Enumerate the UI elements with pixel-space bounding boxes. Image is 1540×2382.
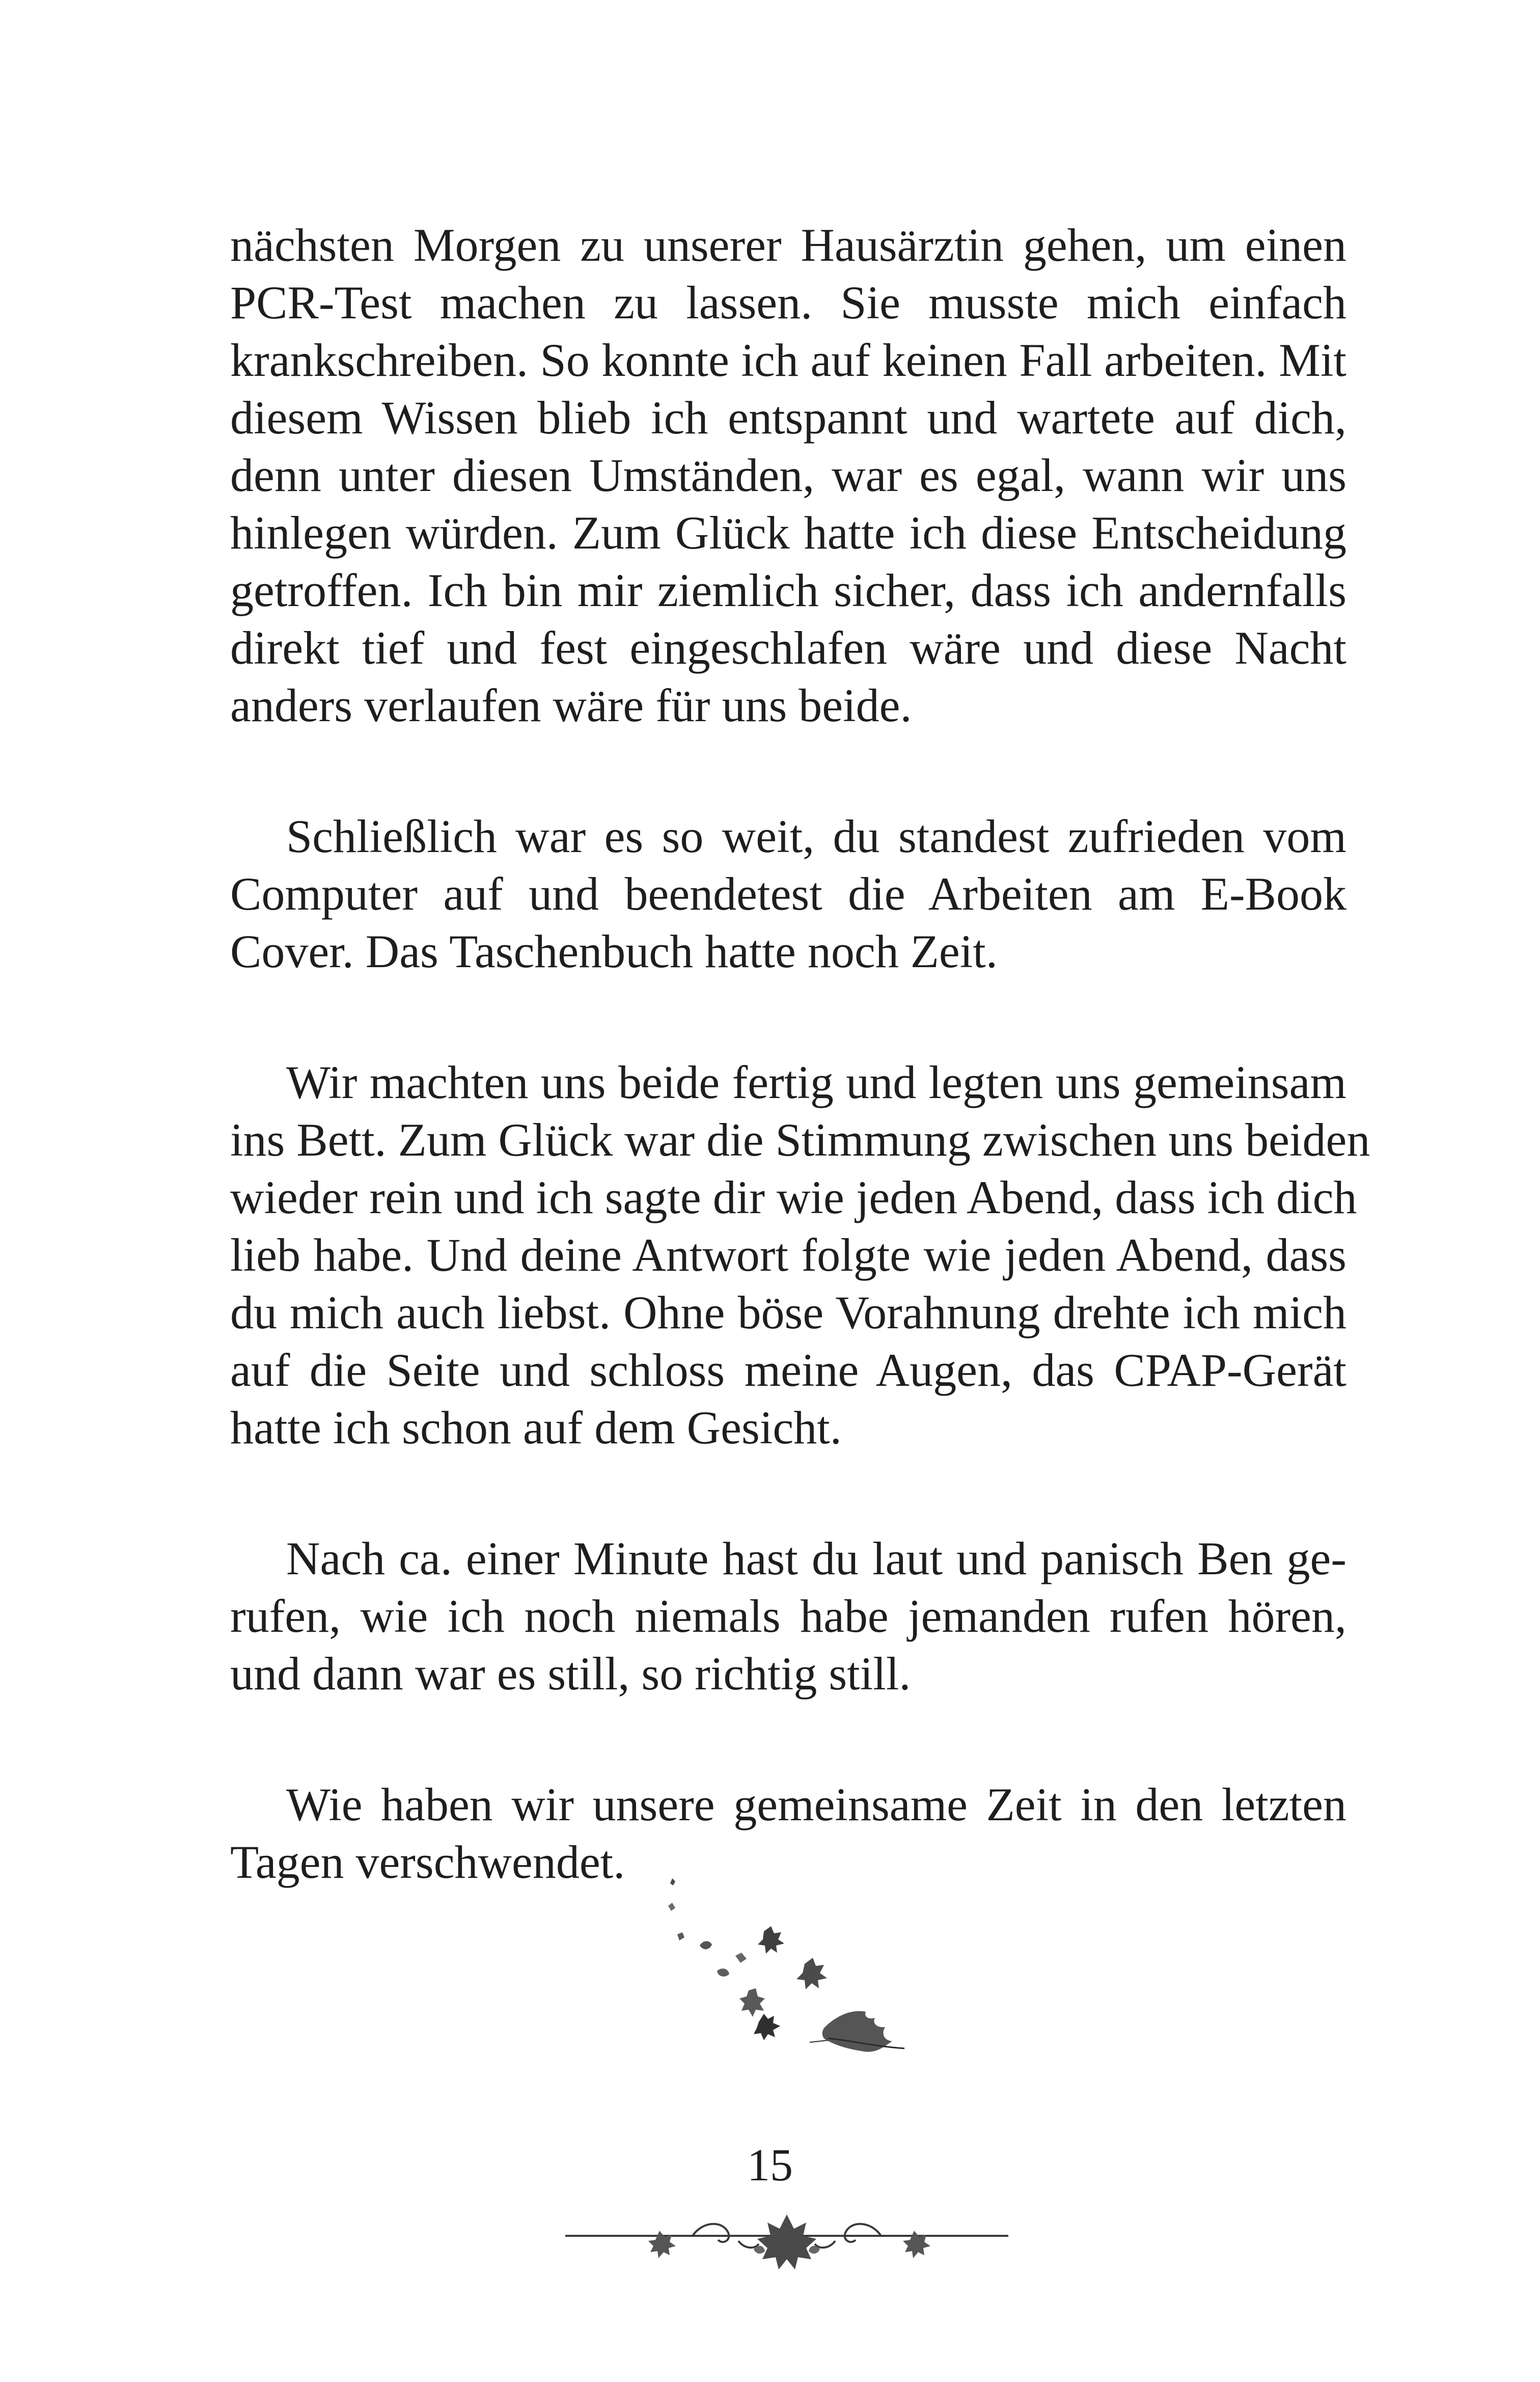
text-line: Nach ca. einer Minute hast du laut und panisch Ben ge- — [286, 1532, 1346, 1584]
paragraph — [230, 216, 1346, 734]
text-line: Wir machten uns beide fertig und legten uns gemeinsam — [286, 1056, 1346, 1108]
text-line: ins Bett. Zum Glück war die Stimmung zwischen uns beiden — [230, 1114, 1370, 1166]
text-line: du mich auch liebst. Ohne böse Vorahnung drehte ich mich — [230, 1286, 1346, 1338]
text-line: PCR-Test machen zu lassen. Sie musste mich einfach — [230, 277, 1346, 328]
leaf-flourish-divider-icon — [565, 2205, 1008, 2282]
text-line: hatte ich schon auf dem Gesicht. — [230, 1402, 842, 1454]
paragraph — [230, 1530, 1346, 1703]
text-line: lieb habe. Und deine Antwort folgte wie jeden Abend, dass — [230, 1229, 1346, 1281]
text-line: Wie haben wir unsere gemeinsame Zeit in den letzten — [286, 1778, 1346, 1830]
text-line: auf die Seite und schloss meine Augen, das CPAP-Gerät — [230, 1344, 1346, 1396]
text-line: Schließlich war es so weit, du standest zufrieden vom — [286, 810, 1346, 862]
text-line: rufen, wie ich noch niemals habe jemanden rufen hören, — [230, 1590, 1346, 1642]
body-text — [230, 216, 1370, 1964]
text-line: Cover. Das Taschenbuch hatte noch Zeit. — [230, 925, 998, 977]
text-line: und dann war es still, so richtig still. — [230, 1648, 911, 1700]
text-line: Tagen verschwendet. — [230, 1836, 625, 1888]
paragraph — [230, 1054, 1370, 1457]
paragraph — [230, 808, 1346, 980]
text-line: Computer auf und beendetest die Arbeiten am E-Book — [230, 868, 1346, 920]
text-line: denn unter diesen Umständen, war es egal, wann wir uns — [230, 449, 1346, 501]
text-line: hinlegen würden. Zum Glück hatte ich diese Entscheidung — [230, 507, 1346, 559]
text-line: direkt tief und fest eingeschlafen wäre und diese Nacht — [230, 622, 1346, 674]
text-line: wieder rein und ich sagte dir wie jeden Abend, dass ich dich — [230, 1171, 1357, 1223]
falling-leaves-icon — [657, 1874, 932, 2088]
text-line: getroffen. Ich bin mir ziemlich sicher, dass ich andernfalls — [230, 564, 1346, 616]
text-line: diesem Wissen blieb ich entspannt und wartete auf dich, — [230, 392, 1346, 444]
page-number: 15 — [747, 2140, 793, 2191]
text-line: anders verlaufen wäre für uns beide. — [230, 679, 912, 731]
text-line: krankschreiben. So konnte ich auf keinen Fall arbeiten. Mit — [230, 334, 1346, 386]
text-line: nächsten Morgen zu unserer Hausärztin gehen, um einen — [230, 219, 1346, 271]
